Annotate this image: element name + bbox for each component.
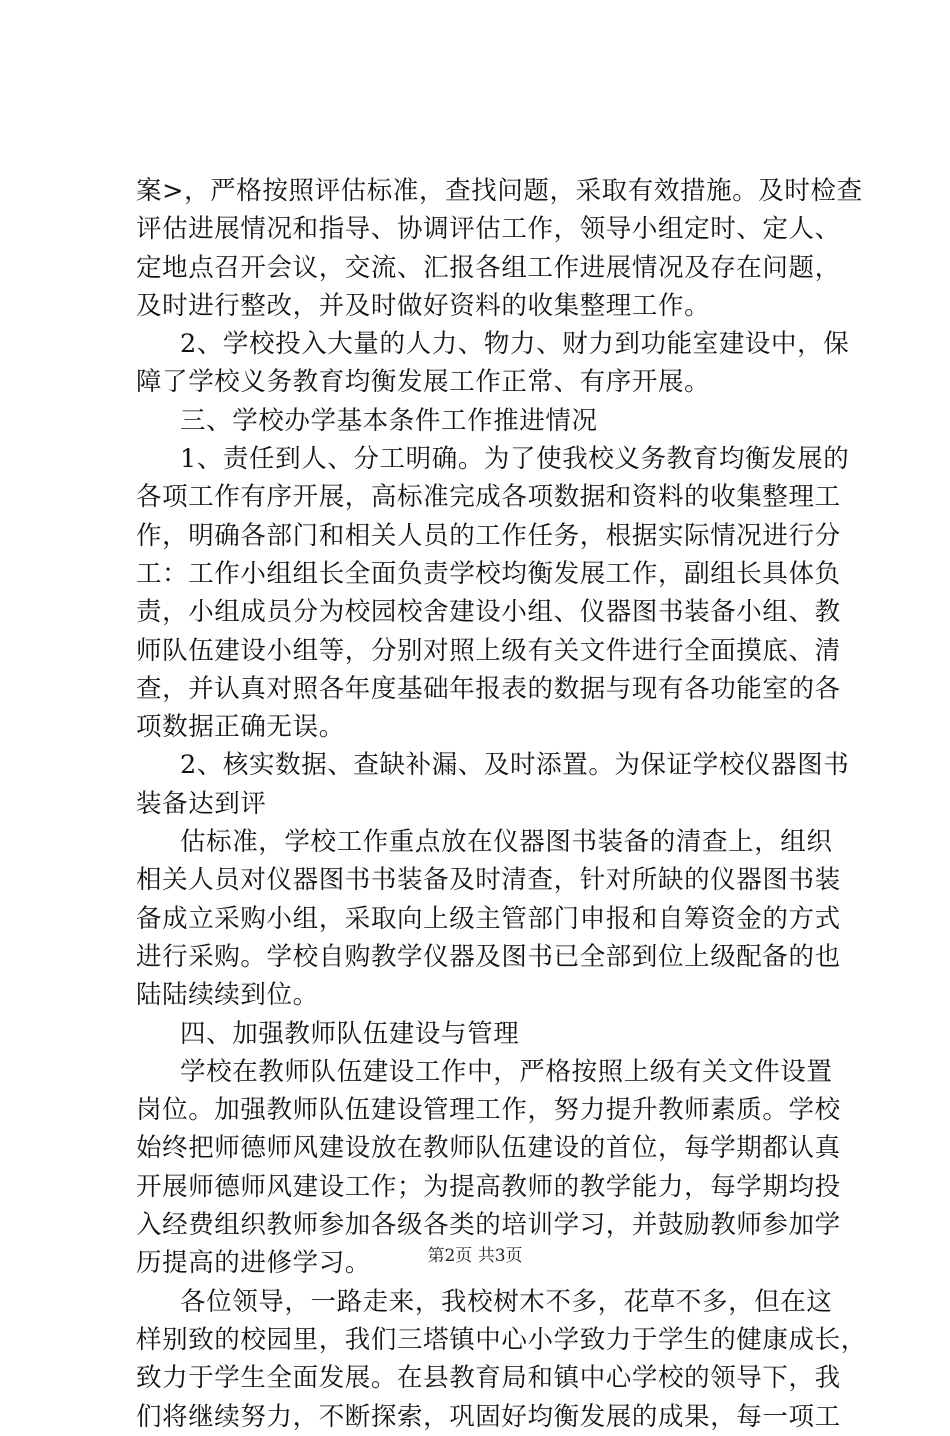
- text-line: 各项工作有序开展，高标准完成各项数据和资料的收集整理工: [136, 482, 841, 513]
- text-line: 备成立采购小组，采取向上级主管部门申报和自筹资金的方式: [136, 903, 841, 934]
- text-line: 工：工作小组组长全面负责学校均衡发展工作，副组长具体负: [136, 558, 841, 589]
- text-line: 及时进行整改，并及时做好资料的收集整理工作。: [136, 290, 711, 321]
- text-line: 们将继续努力，不断探索，巩固好均衡发展的成果，每一项工: [136, 1401, 841, 1432]
- text-line: 作，明确各部门和相关人员的工作任务，根据实际情况进行分: [136, 520, 841, 551]
- text-line: 致力于学生全面发展。在县教育局和镇中心学校的领导下，我: [136, 1363, 841, 1394]
- section-heading: 三、学校办学基本条件工作推进情况: [180, 405, 598, 436]
- text-line: 案>，严格按照评估标准，查找问题，采取有效措施。及时检查: [136, 176, 863, 206]
- text-line: 开展师德师风建设工作；为提高教师的教学能力，每学期均投: [136, 1171, 841, 1202]
- text-line: 障了学校义务教育均衡发展工作正常、有序开展。: [136, 367, 711, 398]
- page-number-footer: 第2页 共3页: [427, 1246, 523, 1266]
- text-line: 师队伍建设小组等，分别对照上级有关文件进行全面摸底、清: [136, 635, 841, 666]
- text-line: 估标准，学校工作重点放在仪器图书装备的清查上，组织: [180, 827, 833, 858]
- text-line: 查，并认真对照各年度基础年报表的数据与现有各功能室的各: [136, 673, 841, 704]
- text-line: 历提高的进修学习。: [136, 1248, 371, 1279]
- text-line: 2、核实数据、查缺补漏、及时添置。为保证学校仪器图书: [180, 750, 850, 781]
- text-line: 装备达到评: [136, 788, 267, 819]
- text-line: 定地点召开会议，交流、汇报各组工作进展情况及存在问题，: [136, 252, 841, 283]
- text-line: 学校在教师队伍建设工作中，严格按照上级有关文件设置: [180, 1056, 833, 1087]
- text-line: 项数据正确无误。: [136, 712, 345, 743]
- section-heading: 四、加强教师队伍建设与管理: [180, 1018, 520, 1049]
- text-line: 2、学校投入大量的人力、物力、财力到功能室建设中，保: [180, 329, 850, 360]
- text-line: 1、责任到人、分工明确。为了使我校义务教育均衡发展的: [180, 444, 850, 475]
- text-line: 岗位。加强教师队伍建设管理工作，努力提升教师素质。学校: [136, 1095, 841, 1126]
- text-line: 进行采购。学校自购教学仪器及图书已全部到位上级配备的也: [136, 941, 841, 972]
- text-line: 陆陆续续到位。: [136, 980, 319, 1011]
- text-line: 相关人员对仪器图书书装备及时清查，针对所缺的仪器图书装: [136, 865, 841, 896]
- text-line: 评估进展情况和指导、协调评估工作，领导小组定时、定人、: [136, 214, 841, 245]
- text-line: 始终把师德师风建设放在教师队伍建设的首位，每学期都认真: [136, 1133, 841, 1164]
- text-line: 样别致的校园里，我们三塔镇中心小学致力于学生的健康成长，: [136, 1324, 867, 1355]
- text-line: 入经费组织教师参加各级各类的培训学习，并鼓励教师参加学: [136, 1210, 841, 1241]
- text-line: 责，小组成员分为校园校舍建设小组、仪器图书装备小组、教: [136, 597, 841, 628]
- text-line: 各位领导，一路走来，我校树木不多，花草不多，但在这: [180, 1286, 833, 1317]
